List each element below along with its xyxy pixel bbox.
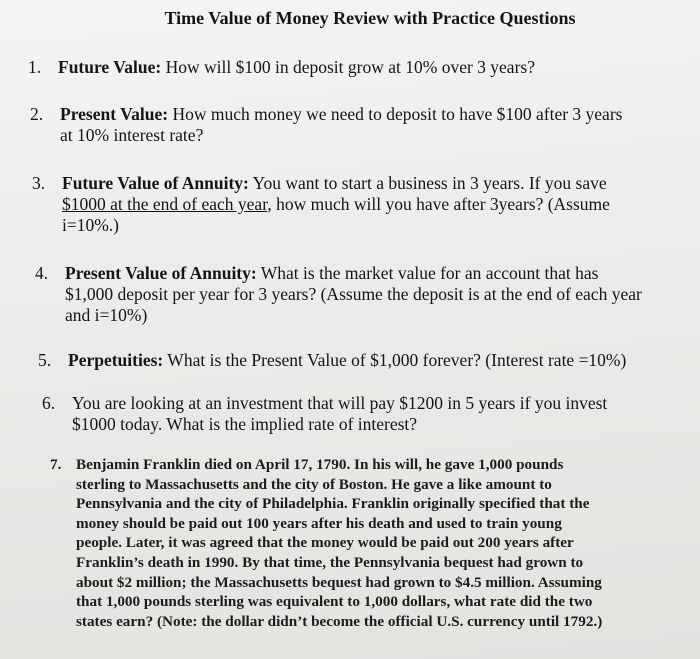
- question-text: How much money we need to deposit to have $100 after 3 years: [168, 104, 623, 124]
- question-number: 3.: [32, 173, 46, 193]
- question-number: 7.: [50, 456, 62, 473]
- question-6: [42, 393, 608, 435]
- question-text: $1000 today. What is the implied rate of interest?: [72, 414, 418, 434]
- question-text: people. Later, it was agreed that the money would be paid out 200 years after: [76, 534, 574, 552]
- question-text: about $2 million; the Massachusetts bequest had grown to $4.5 million. Assuming: [76, 573, 602, 591]
- question-text: What is the Present Value of $1,000 forever? (Interest rate =10%): [163, 350, 627, 370]
- question-number: 6.: [42, 393, 56, 413]
- page-title: Time Value of Money Review with Practice Questions: [164, 8, 576, 28]
- question-label: Perpetuities:: [68, 350, 164, 370]
- question-text: states earn? (Note: the dollar didn’t become the official U.S. currency until 1792.): [76, 612, 603, 630]
- question-number: 4.: [35, 263, 49, 283]
- question-text: You are looking at an investment that will pay $1200 in 5 years if you invest: [72, 393, 608, 413]
- question-text: that 1,000 pounds sterling was equivalent to 1,000 dollars, what rate did the two: [76, 593, 593, 611]
- question-text: You want to start a business in 3 years. If you save: [248, 173, 607, 193]
- question-label: Present Value:: [60, 104, 169, 124]
- question-label: Future Value of Annuity:: [62, 173, 249, 193]
- question-number: 5.: [38, 350, 52, 370]
- question-text: sterling to Massachusetts and the city of Boston. He gave a like amount to: [76, 475, 552, 493]
- question-2: [30, 104, 623, 146]
- question-text: How will $100 in deposit grow at 10% over 3 years?: [161, 57, 535, 77]
- question-text: Benjamin Franklin died on April 17, 1790. In his will, he gave 1,000 pounds: [76, 456, 564, 473]
- question-text: and i=10%): [65, 305, 148, 325]
- question-label: Present Value of Annuity:: [65, 263, 257, 283]
- question-label: Future Value:: [58, 57, 162, 77]
- question-7: [50, 455, 603, 631]
- question-text: Pennsylvania and the city of Philadelphia. Franklin originally specified that the: [76, 495, 590, 513]
- question-text: What is the market value for an account that has: [256, 263, 599, 283]
- question-number: 2.: [30, 104, 44, 124]
- question-text: at 10% interest rate?: [60, 125, 204, 145]
- question-number: 1.: [28, 57, 42, 77]
- underlined-text: $1000 at the end of each year: [62, 194, 268, 214]
- question-4: [35, 263, 642, 326]
- question-1: [28, 57, 535, 78]
- question-text: , how much will you have after 3years? (Assume: [267, 194, 610, 214]
- question-3: [32, 173, 610, 236]
- question-text: money should be paid out 100 years after his death and used to train young: [76, 514, 562, 532]
- question-5: [38, 350, 627, 371]
- question-text: $1,000 deposit per year for 3 years? (Assume the deposit is at the end of each year: [65, 284, 642, 304]
- question-text: Franklin’s death in 1990. By that time, the Pennsylvania bequest had grown to: [76, 553, 584, 571]
- question-text: i=10%.): [62, 215, 120, 235]
